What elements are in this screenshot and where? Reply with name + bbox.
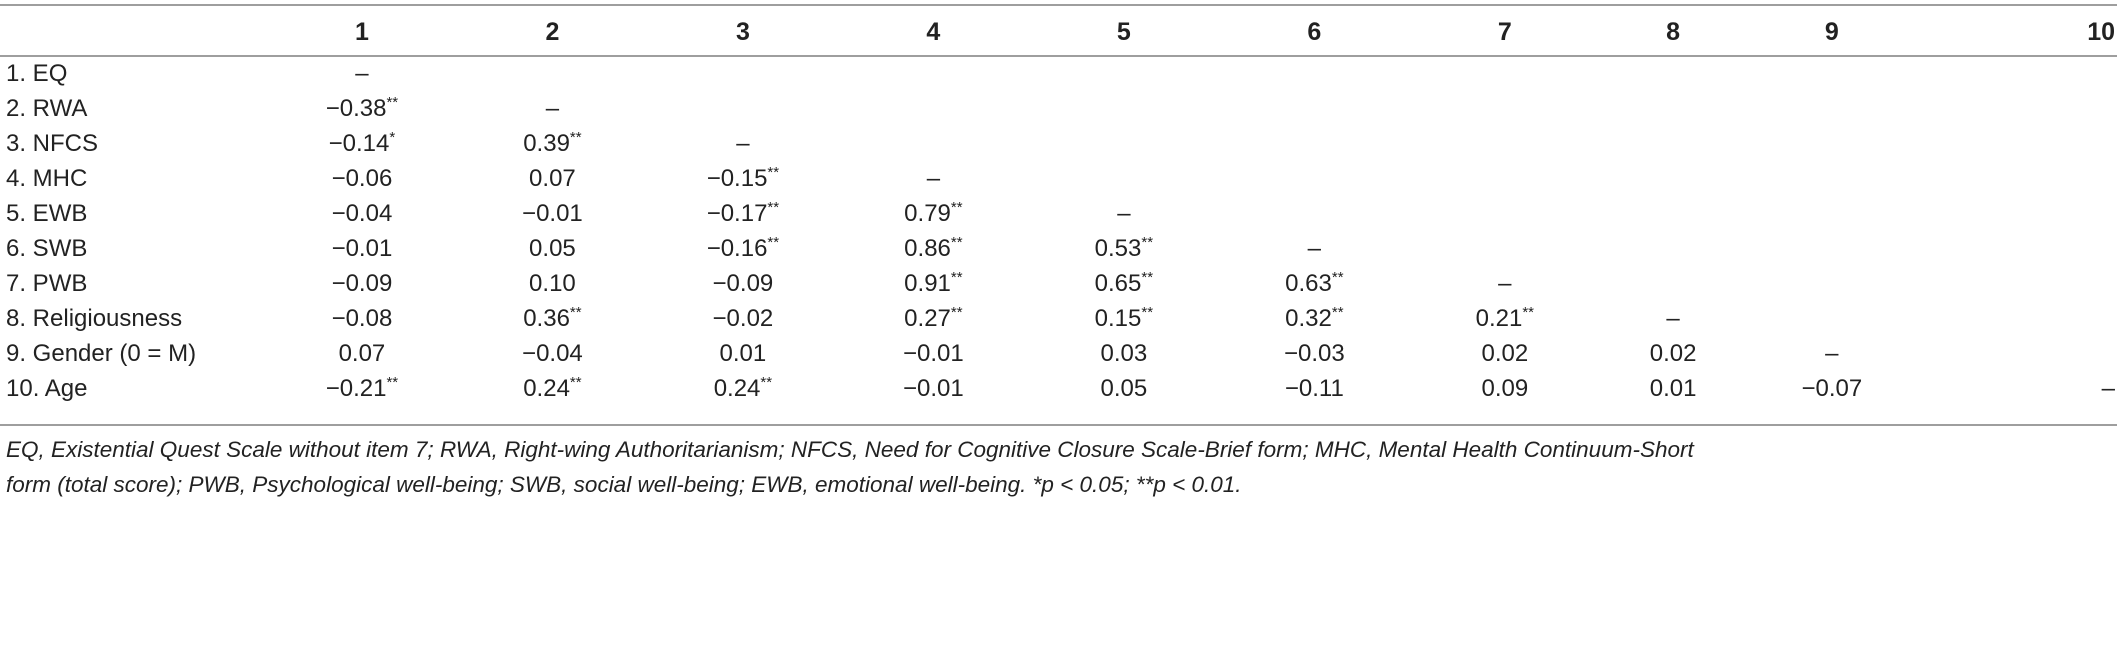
correlation-value: 0.32 (1285, 305, 1332, 332)
correlation-value: 0.39 (523, 130, 570, 157)
column-header-2: 2 (545, 18, 560, 46)
correlation-value: – (545, 95, 560, 122)
significance-marker: ** (767, 164, 780, 181)
correlation-cell (1029, 161, 1219, 196)
table-row (0, 301, 2117, 336)
correlation-cell (1219, 371, 1409, 406)
correlation-cell (267, 371, 457, 406)
correlation-cell (1746, 231, 1917, 266)
column-header-10: 10 (2087, 18, 2115, 46)
correlation-cell (1219, 161, 1409, 196)
row-label: 4. MHC (6, 165, 88, 192)
correlation-cell (1918, 336, 2117, 371)
row-label: 2. RWA (6, 95, 88, 122)
correlation-cell (648, 301, 838, 336)
correlation-cell (1410, 56, 1600, 91)
significance-marker: ** (767, 234, 780, 251)
correlation-value: −0.09 (712, 270, 774, 297)
correlation-cell (648, 161, 838, 196)
table-header-row (0, 12, 2117, 52)
correlation-value: – (1307, 235, 1322, 262)
correlation-value: 0.27 (904, 305, 951, 332)
significance-marker: ** (950, 304, 963, 321)
correlation-cell (1918, 56, 2117, 91)
correlation-cell (267, 196, 457, 231)
correlation-cell (1600, 126, 1746, 161)
correlation-value: −0.03 (1283, 340, 1345, 367)
correlation-value: 0.05 (529, 235, 576, 262)
correlation-value: −0.07 (1801, 375, 1863, 402)
correlation-cell (457, 301, 647, 336)
correlation-value: 0.63 (1285, 270, 1332, 297)
correlation-cell (1410, 231, 1600, 266)
correlation-cell (267, 126, 457, 161)
correlation-value: 0.07 (338, 340, 386, 367)
correlation-cell (1746, 126, 1917, 161)
table-row (0, 91, 2117, 126)
row-label: 7. PWB (6, 270, 88, 297)
correlation-cell (1918, 266, 2117, 301)
correlation-value: – (926, 165, 941, 192)
correlation-value: 0.05 (1100, 375, 1148, 402)
correlation-cell (1746, 56, 1917, 91)
correlation-cell (1029, 336, 1219, 371)
correlation-value: 0.07 (529, 165, 576, 192)
correlation-cell (1918, 301, 2117, 336)
correlation-cell (457, 196, 647, 231)
correlation-cell (457, 56, 647, 91)
correlation-cell (1600, 371, 1746, 406)
correlation-cell (1029, 266, 1219, 301)
correlation-cell (1219, 336, 1409, 371)
correlation-cell (838, 266, 1028, 301)
correlation-value: 0.10 (529, 270, 576, 297)
column-header-8: 8 (1666, 18, 1681, 46)
correlation-cell (1410, 196, 1600, 231)
correlation-cell (1219, 56, 1409, 91)
correlation-cell (1746, 301, 1917, 336)
correlation-cell (648, 231, 838, 266)
correlation-cell (838, 161, 1028, 196)
correlation-value: 0.53 (1094, 235, 1142, 262)
correlation-cell (1600, 266, 1746, 301)
footnote-line-1: EQ, Existential Quest Scale without item 7; RWA, Right-wing Authoritarianism; NFCS, Need for Cognitive Closure Scale-Brief form; MHC, Mental Health Continuum-Short (6, 437, 1694, 462)
correlation-cell (1918, 161, 2117, 196)
correlation-value: 0.01 (1649, 375, 1697, 402)
correlation-value: 0.86 (904, 235, 951, 262)
correlation-cell (1029, 56, 1219, 91)
correlation-value: – (2101, 375, 2115, 402)
correlation-cell (1746, 91, 1917, 126)
significance-marker: * (389, 129, 396, 146)
correlation-value: – (1666, 305, 1680, 332)
table-row (0, 126, 2117, 161)
table-top-rule (0, 4, 2117, 6)
correlation-value: 0.09 (1481, 375, 1529, 402)
significance-marker: ** (569, 374, 582, 391)
correlation-cell (838, 56, 1028, 91)
correlation-value: −0.02 (712, 305, 774, 332)
correlation-value: 0.65 (1094, 270, 1142, 297)
header-cell-blank (0, 12, 267, 52)
correlation-value: 0.21 (1475, 305, 1523, 332)
correlation-cell (1600, 91, 1746, 126)
correlation-cell (1029, 231, 1219, 266)
correlation-value: 0.03 (1100, 340, 1148, 367)
correlation-cell (1410, 126, 1600, 161)
correlation-cell (648, 56, 838, 91)
correlation-cell (1410, 301, 1600, 336)
correlation-value: – (1825, 340, 1839, 367)
correlation-cell (1029, 126, 1219, 161)
correlation-cell (457, 91, 647, 126)
column-header-4: 4 (926, 18, 941, 46)
correlation-cell (1219, 301, 1409, 336)
correlation-cell (1600, 301, 1746, 336)
correlation-cell (838, 91, 1028, 126)
correlation-cell (1918, 196, 2117, 231)
row-label: 5. EWB (6, 200, 88, 227)
correlation-cell (1600, 231, 1746, 266)
correlation-cell (1746, 266, 1917, 301)
column-header-7: 7 (1497, 18, 1512, 46)
correlation-cell (1746, 371, 1917, 406)
correlation-cell (1029, 196, 1219, 231)
column-header-1: 1 (354, 18, 369, 46)
correlation-cell (1918, 231, 2117, 266)
significance-marker: ** (760, 374, 773, 391)
correlation-cell (648, 371, 838, 406)
table-row (0, 371, 2117, 406)
table-bottom-rule (0, 424, 2117, 426)
correlation-cell (1219, 91, 1409, 126)
correlation-cell (838, 336, 1028, 371)
table-row (0, 56, 2117, 91)
correlation-value: 0.79 (904, 200, 951, 227)
correlation-value: −0.17 (706, 200, 768, 227)
footnote-line-2: form (total score); PWB, Psychological well-being; SWB, social well-being; EWB, emotional well-being. *p < 0.05; **p < 0.01. (6, 472, 1242, 497)
correlation-value: −0.15 (706, 165, 768, 192)
correlation-cell (267, 301, 457, 336)
correlation-value: −0.01 (903, 375, 964, 402)
correlation-cell (1918, 91, 2117, 126)
correlation-value: – (736, 130, 750, 157)
correlation-value: 0.36 (523, 305, 570, 332)
correlation-cell (457, 266, 647, 301)
correlation-cell (838, 371, 1028, 406)
table-row (0, 336, 2117, 371)
correlation-cell (457, 231, 647, 266)
significance-marker: ** (1522, 304, 1535, 321)
table-footnote (6, 432, 2106, 502)
significance-marker: ** (1331, 269, 1344, 286)
correlation-value: −0.14 (328, 130, 390, 157)
correlation-cell (1746, 336, 1917, 371)
correlation-cell (267, 336, 457, 371)
correlation-value: – (1117, 200, 1131, 227)
correlation-cell (1410, 161, 1600, 196)
correlation-cell (1219, 266, 1409, 301)
significance-marker: ** (1141, 269, 1154, 286)
correlation-value: 0.24 (523, 375, 570, 402)
correlation-cell (838, 301, 1028, 336)
correlation-cell (1600, 161, 1746, 196)
correlation-value: −0.04 (522, 340, 583, 367)
correlation-value: – (355, 60, 369, 87)
significance-marker: ** (569, 304, 582, 321)
correlation-value: −0.11 (1284, 375, 1344, 402)
row-label: 9. Gender (0 = M) (6, 340, 197, 367)
correlation-cell (1029, 91, 1219, 126)
correlation-cell (1219, 196, 1409, 231)
significance-marker: ** (386, 94, 399, 111)
significance-marker: ** (950, 199, 963, 216)
correlation-cell (648, 336, 838, 371)
correlation-cell (1029, 301, 1219, 336)
column-header-3: 3 (735, 18, 750, 46)
correlation-cell (457, 336, 647, 371)
correlation-cell (1918, 126, 2117, 161)
correlation-cell (1600, 56, 1746, 91)
correlation-cell (648, 266, 838, 301)
significance-marker: ** (950, 234, 963, 251)
row-label: 3. NFCS (6, 130, 99, 157)
column-header-5: 5 (1116, 18, 1131, 46)
correlation-value: 0.02 (1649, 340, 1697, 367)
correlation-cell (457, 126, 647, 161)
correlation-value: −0.08 (331, 305, 393, 332)
row-label: 10. Age (6, 375, 88, 402)
significance-marker: ** (767, 199, 780, 216)
correlation-cell (1219, 126, 1409, 161)
correlation-value: 0.91 (904, 270, 951, 297)
correlation-cell (1410, 371, 1600, 406)
correlation-cell (267, 266, 457, 301)
correlation-cell (1746, 161, 1917, 196)
correlation-cell (648, 196, 838, 231)
correlation-value: 0.01 (719, 340, 767, 367)
correlation-value: 0.15 (1094, 305, 1142, 332)
significance-marker: ** (1331, 304, 1344, 321)
significance-marker: ** (1141, 304, 1154, 321)
table-row (0, 231, 2117, 266)
correlation-cell (267, 91, 457, 126)
correlation-cell (1029, 371, 1219, 406)
correlation-value: −0.01 (522, 200, 583, 227)
correlation-value: −0.01 (903, 340, 964, 367)
correlation-value: −0.16 (706, 235, 768, 262)
row-label: 8. Religiousness (6, 305, 183, 332)
correlation-table (0, 12, 2117, 406)
correlation-cell (1746, 196, 1917, 231)
correlation-cell (457, 371, 647, 406)
table-row (0, 161, 2117, 196)
correlation-cell (1410, 266, 1600, 301)
table-body (0, 56, 2117, 406)
correlation-value: −0.38 (325, 95, 387, 122)
correlation-cell (1918, 371, 2117, 406)
significance-marker: ** (950, 269, 963, 286)
row-label: 1. EQ (6, 60, 68, 87)
table-row (0, 266, 2117, 301)
correlation-value: 0.02 (1481, 340, 1529, 367)
correlation-value: – (1498, 270, 1512, 297)
column-header-9: 9 (1824, 18, 1839, 46)
correlation-value: −0.06 (331, 165, 393, 192)
table-row (0, 196, 2117, 231)
correlation-cell (838, 196, 1028, 231)
correlation-cell (457, 161, 647, 196)
correlation-cell (1600, 196, 1746, 231)
significance-marker: ** (1141, 234, 1154, 251)
significance-marker: ** (569, 129, 582, 146)
correlation-cell (267, 231, 457, 266)
correlation-cell (1410, 336, 1600, 371)
correlation-cell (838, 231, 1028, 266)
correlation-cell (648, 91, 838, 126)
correlation-value: −0.21 (325, 375, 387, 402)
correlation-cell (1410, 91, 1600, 126)
correlation-cell (838, 126, 1028, 161)
column-header-6: 6 (1307, 18, 1322, 46)
correlation-cell (648, 126, 838, 161)
correlation-cell (267, 56, 457, 91)
correlation-cell (1219, 231, 1409, 266)
correlation-value: −0.04 (331, 200, 393, 227)
row-label: 6. SWB (6, 235, 88, 262)
correlation-value: 0.24 (713, 375, 761, 402)
significance-marker: ** (386, 374, 399, 391)
correlation-cell (267, 161, 457, 196)
correlation-cell (1600, 336, 1746, 371)
correlation-value: −0.09 (331, 270, 393, 297)
correlation-value: −0.01 (331, 235, 393, 262)
